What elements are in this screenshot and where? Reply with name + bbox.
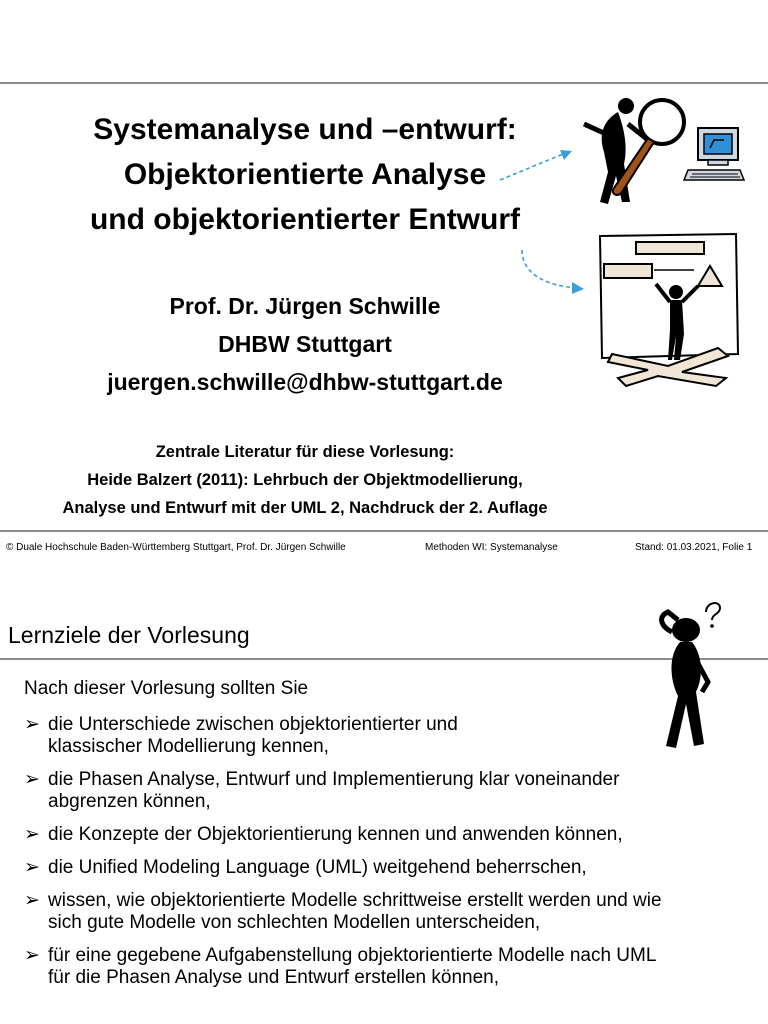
bullet-arrow-icon: ➢ [24,714,40,735]
diagram-figure-icon [598,230,758,400]
bullet-line: klassischer Modellierung kennen, [48,736,329,757]
list-item [24,769,764,813]
bullet-line: wissen, wie objektorientierte Modelle schrittweise erstellt werden und wie [48,890,662,911]
author-block [0,294,610,394]
slide1-footer-rule [0,530,768,532]
literature-block [0,443,610,517]
bullet-line: für die Phasen Analyse und Entwurf erstellen können, [48,967,500,988]
computer-icon [684,124,748,184]
slide2-title: Lernziele der Vorlesung [8,622,250,648]
slide1-top-rule [0,82,768,84]
bullet-line: die Unified Modeling Language (UML) weitgehend beherrschen, [48,857,587,878]
bullet-arrow-icon: ➢ [24,945,40,966]
list-item [24,824,764,846]
footer-center: Methoden WI: Systemanalyse [425,542,558,553]
title-line-2: Objektorientierte Analyse [123,158,487,191]
literature-line-3: Analyse und Entwurf mit der UML 2, Nachdruck der 2. Auflage [62,499,548,517]
dashed-arrow-icon [496,146,576,186]
bullet-line: sich gute Modelle von schlechten Modellen unterscheiden, [48,912,541,933]
institution: DHBW Stuttgart [218,331,392,357]
list-item [24,857,764,879]
bullet-arrow-icon: ➢ [24,890,40,911]
list-item [24,714,764,758]
bullet-line: die Unterschiede zwischen objektorientierter und [48,714,458,735]
list-item [24,890,764,934]
bullet-line: die Konzepte der Objektorientierung kennen und anwenden können, [48,824,623,845]
bullet-line: abgrenzen können, [48,791,211,812]
footer-left: © Duale Hochschule Baden-Württemberg Stuttgart, Prof. Dr. Jürgen Schwille [6,542,346,553]
learning-goals-list [24,714,764,1000]
intro-text: Nach dieser Vorlesung sollten Sie [24,678,309,699]
bullet-arrow-icon: ➢ [24,824,40,845]
dashed-curved-arrow-icon [516,248,586,298]
title-line-3: und objektorientierter Entwurf [89,203,521,236]
bullet-arrow-icon: ➢ [24,857,40,878]
footer-right: Stand: 01.03.2021, Folie 1 [635,542,753,553]
title-line-1: Systemanalyse und –entwurf: [93,113,517,146]
bullet-line: die Phasen Analyse, Entwurf und Implementierung klar voneinander [48,769,620,790]
magnifier-figure-icon [578,94,688,214]
bullet-line: für eine gegebene Aufgabenstellung objektorientierte Modelle nach UML [48,945,657,966]
literature-line-2: Heide Balzert (2011): Lehrbuch der Objektmodellierung, [87,471,523,489]
email: juergen.schwille@dhbw-stuttgart.de [107,369,503,395]
author-name: Prof. Dr. Jürgen Schwille [169,293,441,319]
bullet-arrow-icon: ➢ [24,769,40,790]
list-item [24,945,764,989]
literature-line-1: Zentrale Literatur für diese Vorlesung: [155,443,455,461]
